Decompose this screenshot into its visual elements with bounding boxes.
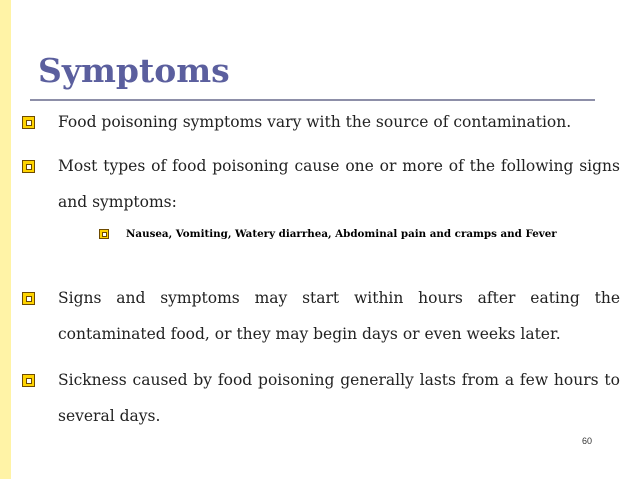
page-number: 60	[582, 436, 593, 446]
bullet-text-1: Food poisoning symptoms vary with the source of contamination.	[58, 113, 572, 131]
square-bullet-icon	[22, 160, 35, 173]
slide-left-accent-bar	[0, 0, 11, 479]
bullet-text-4: Sickness caused by food poisoning generally lasts from a few hours to several days.	[58, 371, 620, 425]
page-title: Symptoms	[38, 51, 230, 90]
title-underline-divider	[30, 99, 595, 101]
bullet-text-2: Most types of food poisoning cause one or more of the following signs and symptoms:	[58, 157, 620, 211]
square-bullet-icon	[99, 229, 109, 239]
sub-bullet-text-1: Nausea, Vomiting, Watery diarrhea, Abdominal pain and cramps and Fever	[126, 228, 557, 240]
square-bullet-icon	[22, 116, 35, 129]
square-bullet-icon	[22, 292, 35, 305]
square-bullet-icon	[22, 374, 35, 387]
bullet-text-3: Signs and symptoms may start within hours after eating the contaminated food, or they may begin days or even weeks later.	[58, 289, 620, 343]
